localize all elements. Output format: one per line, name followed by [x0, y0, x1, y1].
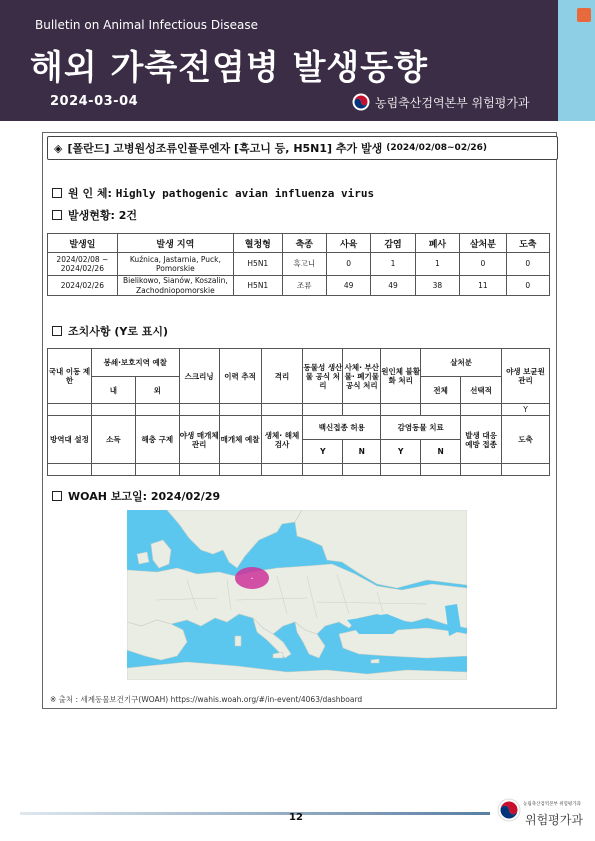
measure-header: 국내 이동 제한 — [48, 349, 92, 404]
measure-header: 발생 대응 예방 접종 — [461, 416, 502, 464]
measure-cell — [421, 464, 461, 476]
table-cell: 0 — [326, 253, 370, 276]
table-cell: 0 — [506, 253, 549, 276]
measure-header: 원인체 불활화 처리 — [381, 349, 421, 404]
org-name: 농림축산검역본부 위험평가과 — [375, 95, 530, 110]
measure-header: 사체· 부산물· 폐기물 공식 처리 — [343, 349, 381, 404]
header-cell: 도축 — [506, 234, 549, 253]
outbreak-table — [47, 233, 550, 296]
table-cell: 0 — [506, 276, 549, 296]
cause-row — [52, 185, 374, 201]
header-cell: 폐사 — [415, 234, 459, 253]
measure-cell — [48, 464, 92, 476]
measure-header: 백신접종 허용 — [303, 416, 381, 440]
measure-cell — [343, 464, 381, 476]
measure-cell — [303, 464, 343, 476]
measure-header: 살처분 — [421, 349, 502, 377]
section-title — [47, 136, 558, 160]
measure-header: 생체· 해체 검사 — [261, 416, 303, 464]
measure-cell — [261, 464, 303, 476]
measure-cell — [381, 404, 421, 416]
table-cell: 11 — [460, 276, 507, 296]
outbreak-header-row — [48, 234, 550, 253]
footer-logo — [497, 798, 521, 826]
table-cell: 49 — [371, 276, 415, 296]
table-cell: 0 — [460, 253, 507, 276]
header-cell: 발생일 — [48, 234, 118, 253]
measure-header: 야생 매개체 관리 — [179, 416, 219, 464]
header-cell: 감염 — [371, 234, 415, 253]
measure-header: Y — [381, 440, 421, 464]
header-cell: 혈청형 — [234, 234, 283, 253]
status-row — [52, 207, 137, 223]
status-value: 2건 — [118, 209, 138, 222]
measure-cell — [179, 464, 219, 476]
table-cell: 1 — [415, 253, 459, 276]
measure-header: 매개체 예찰 — [219, 416, 261, 464]
section-period: (2024/02/08~02/26) — [386, 143, 488, 153]
table-row — [48, 253, 550, 276]
table-cell: 흑고니 — [282, 253, 326, 276]
checkbox-square-icon — [52, 491, 62, 501]
measure-header: 스크리닝 — [179, 349, 219, 404]
measure-header: 봉쇄·보호지역 예찰 — [91, 349, 179, 377]
cause-value: Highly pathogenic avian influenza virus — [115, 187, 375, 200]
measures-heading — [52, 323, 168, 339]
measure-cell — [219, 464, 261, 476]
header-cell: 발생 지역 — [117, 234, 233, 253]
europe-map-graphic — [127, 510, 467, 680]
measure-header: 소독 — [91, 416, 135, 464]
measure-cell — [261, 404, 303, 416]
footer-org-small: 농림축산검역본부 위험평가과 — [523, 802, 581, 807]
measure-cell — [91, 464, 135, 476]
table-cell: 2024/02/08 ~ 2024/02/26 — [48, 253, 118, 276]
measure-header: N — [421, 440, 461, 464]
measure-cell — [219, 404, 261, 416]
checkbox-square-icon — [52, 210, 62, 220]
header-cell: 사육 — [326, 234, 370, 253]
page-number: 12 — [289, 812, 303, 823]
svg-text:•: • — [250, 576, 254, 581]
source-note: ※ 출처 : 세계동물보건기구(WOAH) https://wahis.woah.org/#/in-event/4063/dashboard — [50, 695, 363, 704]
checkbox-square-icon — [52, 326, 62, 336]
measure-cell — [343, 404, 381, 416]
org-logo-group — [352, 92, 530, 112]
table-cell: 2024/02/26 — [48, 276, 118, 296]
table-row — [48, 276, 550, 296]
status-label: 발생현황: — [68, 209, 115, 222]
table-cell: H5N1 — [234, 253, 283, 276]
woah-date: 2024/02/29 — [150, 490, 221, 503]
measure-header: 동물성 생산물 공식 처리 — [303, 349, 343, 404]
table-cell: 38 — [415, 276, 459, 296]
table-cell: 1 — [371, 253, 415, 276]
measure-header: 해충 구제 — [135, 416, 179, 464]
taegeuk-logo-icon — [497, 798, 521, 822]
measure-cell-wildlife: Y — [501, 404, 549, 416]
table-cell: Bielikowo, Sianów, Koszalin, Zachodniopomorskie — [117, 276, 233, 296]
measure-cell — [421, 404, 461, 416]
measure-cell — [501, 464, 549, 476]
measures-label: 조치사항 (Y로 표시) — [68, 325, 169, 338]
woah-label: WOAH 보고일: — [68, 490, 148, 503]
footer-org-big: 위험평가과 — [525, 813, 583, 827]
bulletin-date: 2024-03-04 — [50, 94, 139, 109]
measure-header: 선택적 — [461, 377, 502, 404]
measure-cell — [381, 464, 421, 476]
measure-cell — [48, 404, 92, 416]
corner-square — [577, 8, 591, 22]
measure-header: 내 — [91, 377, 135, 404]
measure-header: 도축 — [501, 416, 549, 464]
europe-map — [127, 510, 467, 680]
table-cell: 49 — [326, 276, 370, 296]
diamond-bullet-icon: ◈ — [54, 141, 63, 155]
measure-header: Y — [303, 440, 343, 464]
taegeuk-logo-icon — [352, 93, 370, 111]
measure-header: N — [343, 440, 381, 464]
bulletin-title: 해외 가축전염병 발생동향 — [30, 48, 428, 88]
measure-cell — [179, 404, 219, 416]
bulletin-subtitle: Bulletin on Animal Infectious Disease — [35, 18, 259, 32]
table-cell: 조류 — [282, 276, 326, 296]
section-title-text: [폴란드] 고병원성조류인플루엔자 [흑고니 등, H5N1] 추가 발생 — [67, 142, 383, 155]
cause-label: 원 인 체: — [68, 187, 112, 200]
measure-header: 전체 — [421, 377, 461, 404]
outbreak-highlight-marker — [235, 567, 269, 589]
footer-divider — [20, 812, 490, 815]
measure-cell — [461, 404, 502, 416]
measure-cell — [135, 464, 179, 476]
measure-header: 외 — [135, 377, 179, 404]
measure-header: 격리 — [261, 349, 303, 404]
table-cell: Kuźnica, Jastarnia, Puck, Pomorskie — [117, 253, 233, 276]
measures-table — [47, 348, 550, 476]
woah-row — [52, 488, 220, 504]
measure-cell — [91, 404, 135, 416]
measure-header: 이력 추적 — [219, 349, 261, 404]
header-cell: 축종 — [282, 234, 326, 253]
table-cell: H5N1 — [234, 276, 283, 296]
measure-cell — [461, 464, 502, 476]
measure-header: 야생 보균원 관리 — [501, 349, 549, 404]
measure-cell — [135, 404, 179, 416]
measure-cell — [303, 404, 343, 416]
measure-header: 방역대 설정 — [48, 416, 92, 464]
checkbox-square-icon — [52, 188, 62, 198]
header-cell: 살처분 — [460, 234, 507, 253]
measure-header: 감염동물 치료 — [381, 416, 461, 440]
